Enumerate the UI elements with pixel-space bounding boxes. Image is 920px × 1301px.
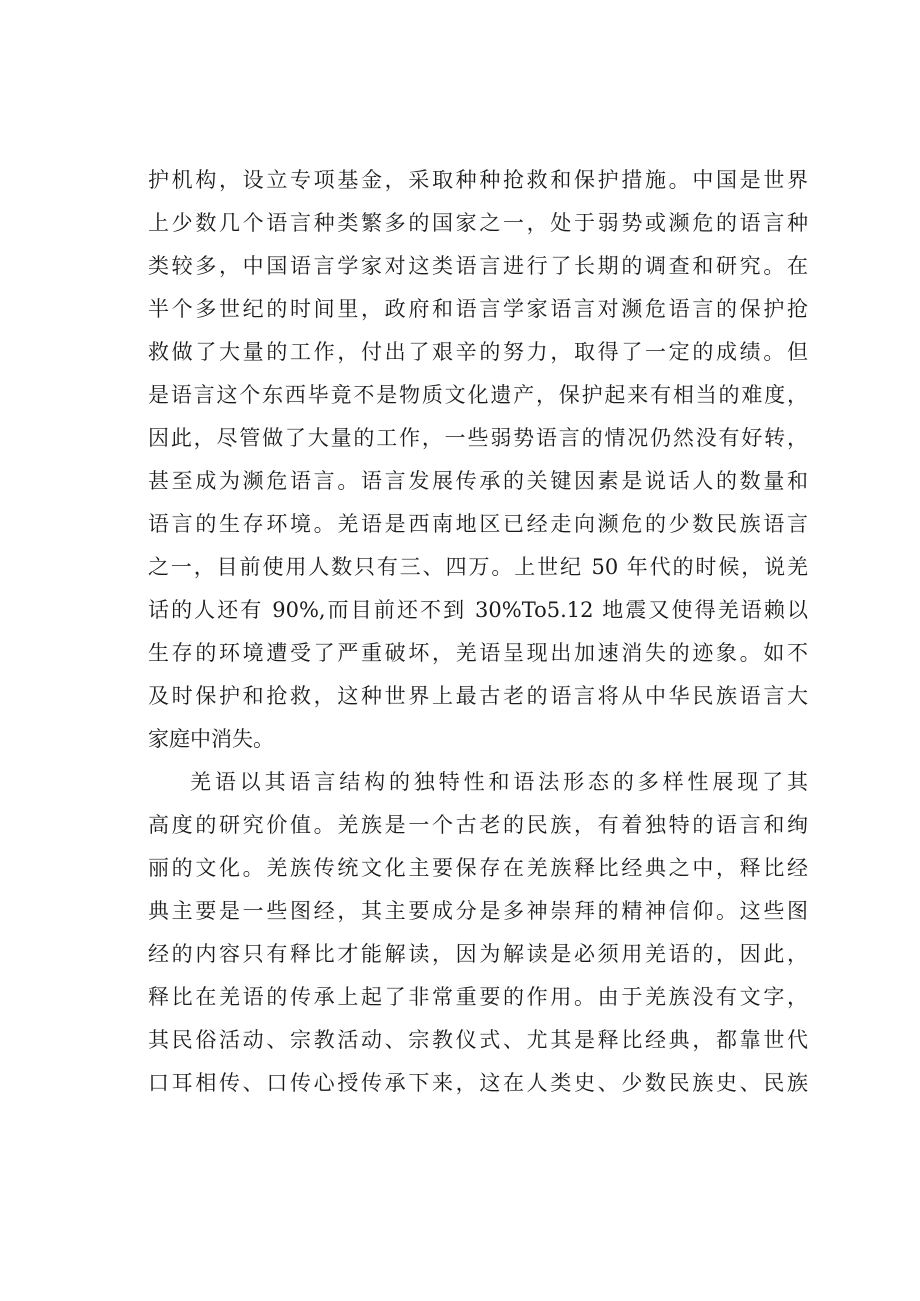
text-line: 之一，目前使用人数只有三、四万。上世纪 50 年代的时候，说羌 (148, 555, 808, 579)
text-line: 经的内容只有释比才能解读，因为解读是必须用羌语的，因此， (148, 942, 808, 966)
text-line: 口耳相传、口传心授传承下来，这在人类史、少数民族史、民族 (148, 1071, 808, 1095)
text-line: 及时保护和抢救，这种世界上最古老的语言将从中华民族语言大 (148, 684, 808, 708)
text-line: 生存的环境遭受了严重破坏，羌语呈现出加速消失的迹象。如不 (148, 641, 808, 665)
text-line: 因此，尽管做了大量的工作，一些弱势语言的情况仍然没有好转， (148, 426, 808, 450)
text-line: 是语言这个东西毕竟不是物质文化遗产，保护起来有相当的难度， (148, 383, 808, 407)
paragraph-first-line: 羌语以其语言结构的独特性和语法形态的多样性展现了其 (190, 770, 808, 794)
text-line: 救做了大量的工作，付出了艰辛的努力，取得了一定的成绩。但 (148, 340, 808, 364)
text-line: 话的人还有 90%,而目前还不到 30%To5.12 地震又使得羌语赖以 (148, 598, 808, 622)
text-line: 释比在羌语的传承上起了非常重要的作用。由于羌族没有文字， (148, 985, 808, 1009)
text-line: 高度的研究价值。羌族是一个古老的民族，有着独特的语言和绚 (148, 813, 808, 837)
text-line: 家庭中消失。 (148, 727, 274, 751)
text-line: 其民俗活动、宗教活动、宗教仪式、尤其是释比经典，都靠世代 (148, 1028, 808, 1052)
text-line: 丽的文化。羌族传统文化主要保存在羌族释比经典之中，释比经 (148, 856, 808, 880)
text-line: 半个多世纪的时间里，政府和语言学家语言对濒危语言的保护抢 (148, 297, 808, 321)
text-line: 护机构，设立专项基金，采取种种抢救和保护措施。中国是世界 (148, 168, 808, 192)
text-line: 类较多，中国语言学家对这类语言进行了长期的调查和研究。在 (148, 254, 808, 278)
text-line: 典主要是一些图经，其主要成分是多神崇拜的精神信仰。这些图 (148, 899, 808, 923)
text-line: 上少数几个语言种类繁多的国家之一，处于弱势或濒危的语言种 (148, 211, 808, 235)
text-line: 甚至成为濒危语言。语言发展传承的关键因素是说话人的数量和 (148, 469, 808, 493)
text-line: 语言的生存环境。羌语是西南地区已经走向濒危的少数民族语言 (148, 512, 808, 536)
